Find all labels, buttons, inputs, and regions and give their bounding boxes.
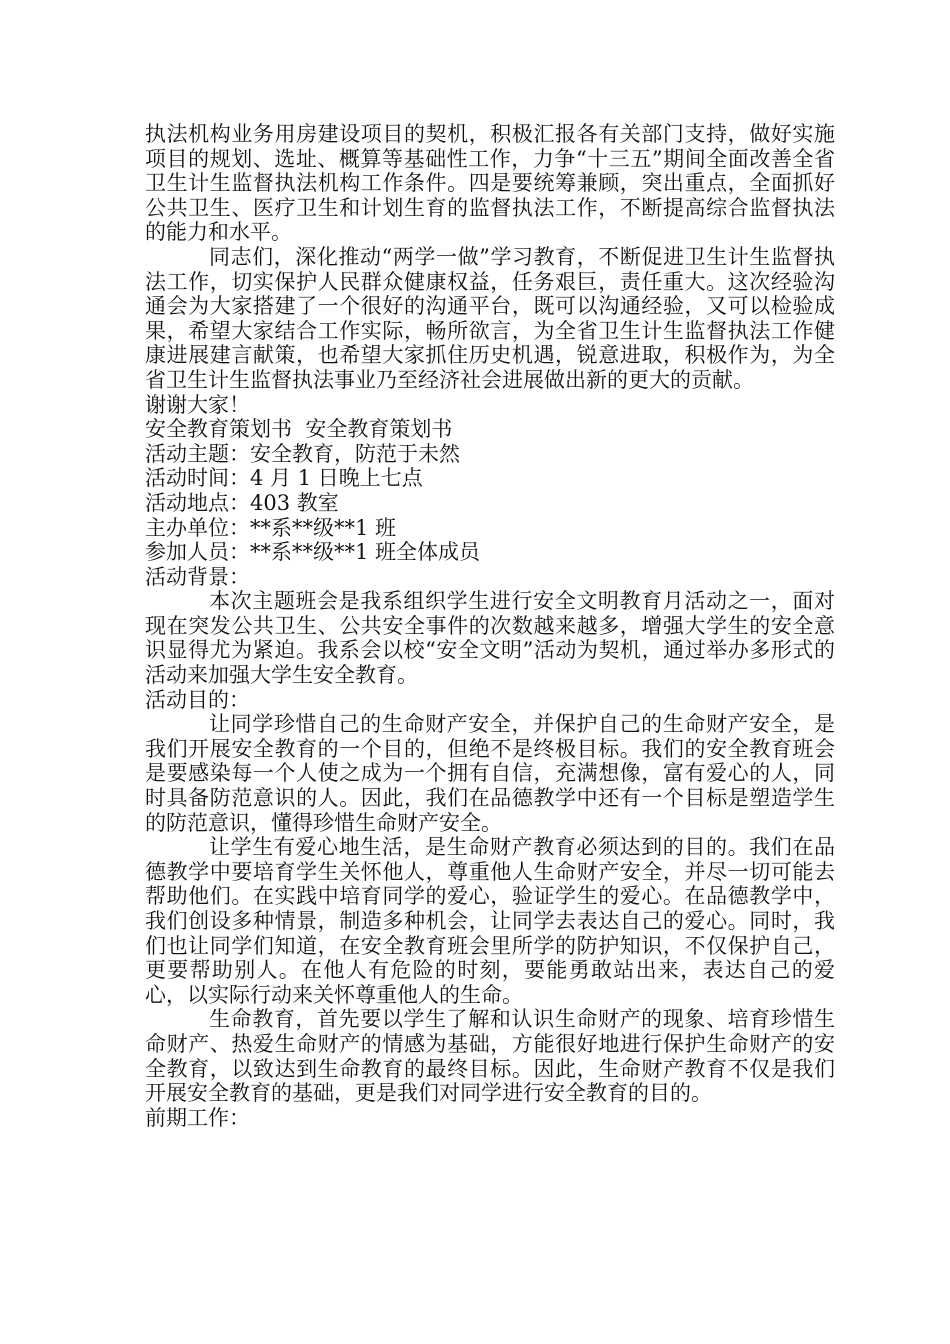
background-paragraph: 本次主题班会是我系组织学生进行安全文明教育月活动之一，面对现在突发公共卫生、公共安全事件的次数越来越多，增强大学生的安全意识显得尤为紧迫。我系会以校“安全文明”活动为契机，通过举办多形式的活动来加强大学生安全教育。 <box>145 589 835 688</box>
activity-participants: 参加人员：**系**级**1 班全体成员 <box>145 540 481 565</box>
prep-heading: 前期工作： <box>145 1105 250 1130</box>
activity-location: 活动地点：403 教室 <box>145 490 339 515</box>
paragraph-closing-remarks: 同志们，深化推动“两学一做”学习教育，不断促进卫生计生监督执法工作，切实保护人民群众健康权益，任务艰巨，责任重大。这次经验沟通会为大家搭建了一个很好的沟通平台，既可以沟通经验，又可以检验成果，希望大家结合工作实际，畅所欲言，为全省卫生计生监督执法工作健康进展建言献策，也希望大家抓住历史机遇，锐意进取，积极作为，为全省卫生计生监督执法事业乃至经济社会进展做出新的更大的贡献。 <box>145 244 835 392</box>
plan-title: 安全教育策划书 安全教育策划书 <box>145 417 453 442</box>
background-heading: 活动背景： <box>145 564 250 589</box>
activity-theme: 活动主题：安全教育，防范于未然 <box>145 441 460 466</box>
thanks-line: 谢谢大家！ <box>145 392 250 417</box>
purpose-heading: 活动目的： <box>145 687 250 712</box>
purpose-paragraph-3: 生命教育，首先要以学生了解和认识生命财产的现象、培育珍惜生命财产、热爱生命财产的情感为基础，方能很好地进行保护生命财产的安全教育，以致达到生命教育的最终目标。因此，生命财产教育不仅是我们开展安全教育的基础，更是我们对同学进行安全教育的目的。 <box>145 1007 835 1106</box>
document-body <box>145 122 835 1130</box>
activity-organizer: 主办单位：**系**级**1 班 <box>145 515 397 540</box>
activity-time: 活动时间：4 月 1 日晚上七点 <box>145 466 423 491</box>
paragraph-supervision-work: 执法机构业务用房建设项目的契机，积极汇报各有关部门支持，做好实施项目的规划、选址、概算等基础性工作，力争“十三五”期间全面改善全省卫生计生监督执法机构工作条件。四是要统筹兼顾，突出重点，全面抓好公共卫生、医疗卫生和计划生育的监督执法工作，不断提高综合监督执法的能力和水平。 <box>145 122 835 245</box>
purpose-paragraph-1: 让同学珍惜自己的生命财产安全，并保护自己的生命财产安全，是我们开展安全教育的一个目的，但绝不是终极目标。我们的安全教育班会是要感染每一个人使之成为一个拥有自信，充满想像，富有爱心的人，同时具备防范意识的人。因此，我们在品德教学中还有一个目标是塑造学生的防范意识，懂得珍惜生命财产安全。 <box>145 712 835 835</box>
purpose-paragraph-2: 让学生有爱心地生活，是生命财产教育必须达到的目的。我们在品德教学中要培育学生关怀他人，尊重他人生命财产安全，并尽一切可能去帮助他们。在实践中培育同学的爱心，验证学生的爱心。在品德教学中，我们创设多种情景，制造多种机会，让同学去表达自己的爱心。同时，我们也让同学们知道，在安全教育班会里所学的防护知识，不仅保护自己，更要帮助别人。在他人有危险的时刻，要能勇敢站出来，表达自己的爱心，以实际行动来关怀尊重他人的生命。 <box>145 835 835 1007</box>
